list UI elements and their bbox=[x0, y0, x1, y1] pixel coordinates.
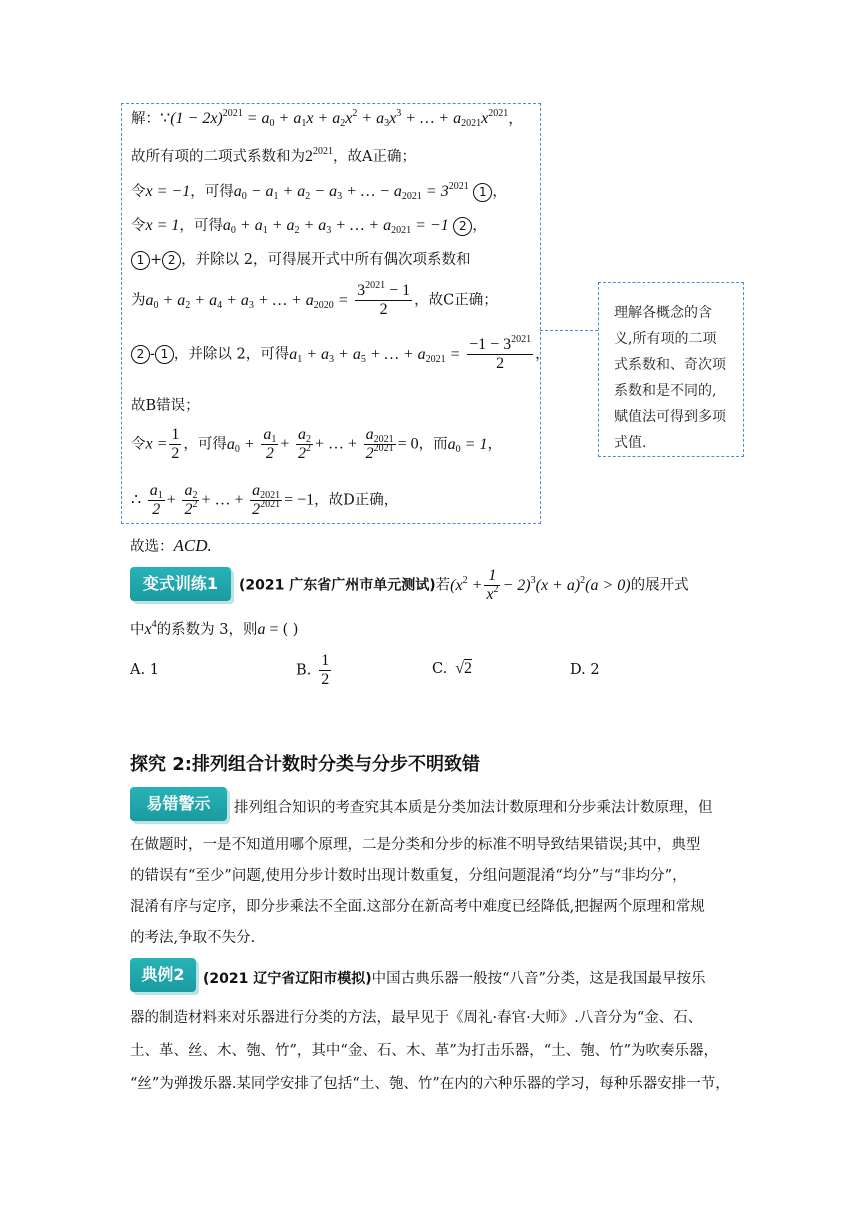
practice-question: (2021 广东省广州市单元测试)若($x^2$ + $\frac{1}{x^2}$ − $2)^3(x + a)^2(a > 0)$的展开式 bbox=[239, 567, 689, 603]
connector-line bbox=[540, 330, 598, 331]
section-paragraph: 在做题时，一是不知道用哪个原理，二是分类和分步的标准不明导致结果错误;其中，典型 的错误有“至少”问题,使用分步计数时出现计数重复，分组问题混淆“均分”与“非均分”， 混淆有序与定序，即分步乘法不全面.这部分在新高考中难度已经降低,把握两个原理和常规 的考法,争取不失分. bbox=[130, 837, 705, 946]
solution-line-8: 故B错误； bbox=[131, 398, 200, 414]
solution-line-1: 解：∵(1 − $2x)^{2021} = a_0 + a_1x + a_2x^2 + a_3x^3$ + … + $a_{2021}x^{2021}$， bbox=[131, 108, 524, 129]
option-a[interactable]: A. 1 bbox=[130, 662, 159, 678]
solution-line-4: 令x = 1，可得$a_0 + a_1 + a_2 + a_3$ + … + $a_{2021} = -1$ 2 ， bbox=[131, 217, 487, 236]
solution-line-2: 故所有项的二项式系数和为$2^{2021}$，故A正确； bbox=[131, 146, 416, 165]
solution-line-9: 令x = $\frac{1}{2}$ ，可得$a_0$ + $\frac{a_1}{2}$ + $\frac{a_2}{2^2}$ + … + $\frac{a_{2021}}{2^{2021}}$ = 0，而$a_0 = 1$， bbox=[131, 426, 502, 462]
option-c[interactable]: C. √2 bbox=[432, 660, 472, 677]
option-d[interactable]: D. 2 bbox=[570, 662, 600, 678]
warning-badge: 易错警示 bbox=[130, 787, 227, 821]
section-title: 探究 2:排列组合计数时分类与分步不明致错 bbox=[130, 754, 480, 775]
option-b[interactable]: B. $\frac{1}{2}$ bbox=[296, 652, 330, 688]
circle-two: 2 bbox=[453, 217, 472, 236]
solution-line-10: ∴ $\frac{a_1}{2}$ + $\frac{a_2}{2^2}$ + … + $\frac{a_{2021}}{2^{2021}}$ = −1，故D正确， bbox=[131, 482, 399, 518]
fraction: $\frac{3^{2021} - 1}{2}$ bbox=[357, 280, 411, 318]
equation: $(1 - 2x)^{2021} = a_0 + a_1x + a_2x^2 + a_3x^3$ + … + $a_{2021}x^{2021}$ bbox=[170, 108, 509, 129]
circle-one: 1 bbox=[473, 183, 492, 202]
example-first-line: (2021 辽宁省辽阳市模拟)中国古典乐器一般按“八音”分类，这是我国最早按乐 bbox=[203, 971, 706, 987]
side-note: 理解各概念的含义,所有项的二项式系数和、奇次项系数和是不同的,赋值法可得到多项式值. bbox=[614, 305, 726, 451]
solution-line-3: 令x = −1，可得$a_0 - a_1 + a_2 - a_3$ + … − $a_{2021} = 3^{2021}$ 1 ， bbox=[131, 181, 507, 202]
practice-badge: 变式训练1 bbox=[130, 567, 231, 601]
answer: 故选：ACD. bbox=[130, 536, 212, 555]
fraction: $\frac{-1 - 3^{2021}}{2}$ bbox=[469, 334, 532, 372]
example-badge: 典例2 bbox=[130, 958, 196, 992]
practice-line-2: 中$x^4$的系数为 3，则a = ( ) bbox=[130, 619, 299, 638]
section-para-first: 排列组合知识的考查究其本质是分类加法计数原理和分步乘法计数原理，但 bbox=[234, 800, 713, 816]
solution-line-5: 1 + 2 ，并除以 2，可得展开式中所有偶次项系数和 bbox=[131, 248, 471, 270]
solution-line-6: 为$a_0 + a_2 + a_4 + a_3$ + … + $a_{2020}$ = $\frac{3^{2021} - 1}{2}$ ，故C正确； bbox=[131, 280, 498, 318]
solution-line-7: 2 - 1 ，并除以 2，可得$a_1 + a_3 + a_5$ + … + $a_{2021}$ = $\frac{-1 - 3^{2021}}{2}$ ， bbox=[131, 336, 550, 373]
example-paragraph: 器的制造材料来对乐器进行分类的方法，最早见于《周礼·春官·大师》.八音分为“金、石、 土、革、丝、木、匏、竹”，其中“金、石、木、革”为打击乐器，“土、匏、竹”为吹奏乐器， “丝”为弹拨乐器.某同学安排了包括“土、匏、竹”在内的六种乐器的学习，每种乐器安排一节， bbox=[130, 1010, 730, 1092]
